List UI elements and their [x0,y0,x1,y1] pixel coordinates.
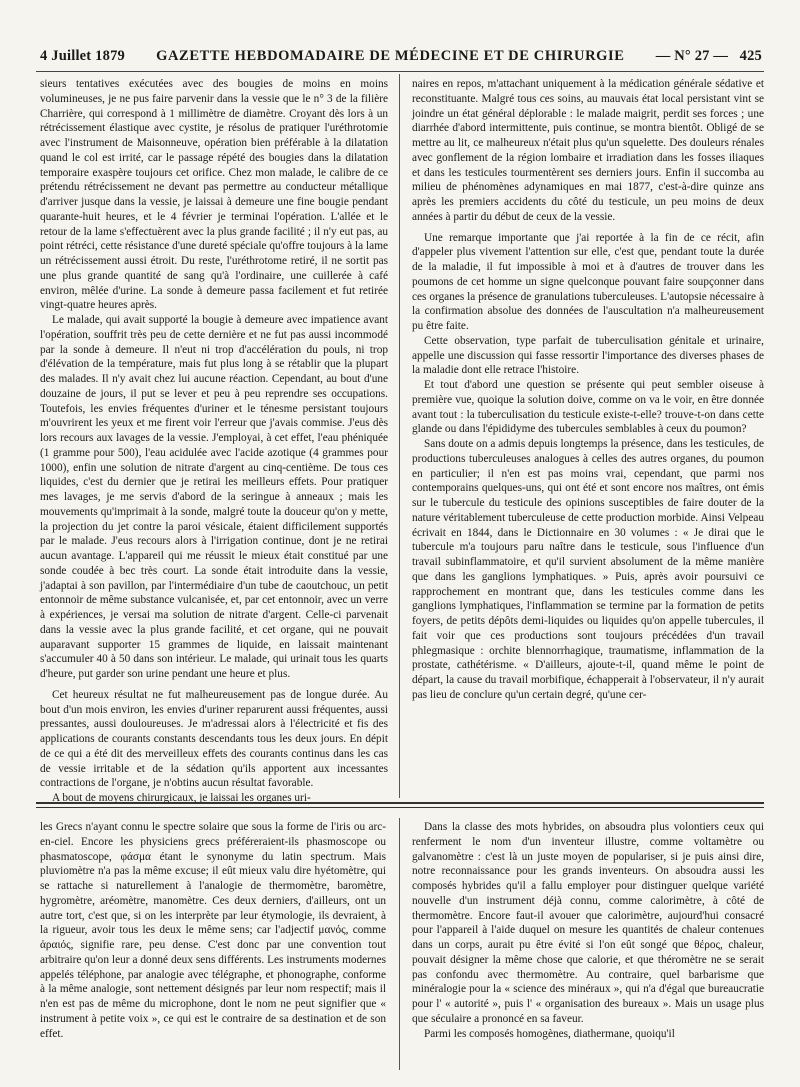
col4-paragraph-2: Parmi les composés homogènes, diathermane, quoiqu'il [424,1027,675,1040]
col2-paragraph-2: Une remarque importante que j'ai reportée à la fin de ce récit, afin d'appeler plus vivement l'attention sur elle, c'est que, pendant toute la durée de la maladie, il fut impossible à moi et à d'autres de trouver dans les poumons de cet homme un signe quelconque pouvant faire soupçonner dans ces organes la présence de granulations tuberculeuses. L'autopsie nécessaire à la confirmation absolue des données de l'auscultation n'a malheureusement pu être faite. [412,231,764,332]
issue-number: — N° 27 — [655,47,729,64]
column-divider [399,74,400,798]
col2-paragraph-4: Et tout d'abord une question se présente qui peut sembler oiseuse à première vue, quoique la solution doive, comme on va le voir, en être donnée avant tout : la tuberculisation du testicule existe-t-elle? trouve-t-on dans cette glande ou dans l'épididyme des tubercules semblables à ceux du poumon? [412,379,764,436]
col1-paragraph-2: Le malade, qui avait supporté la bougie à demeure avec impatience avant l'opération, souffrit très peu de cette dernière et ne fut pas aussi incommodé par la sonde à demeure. Il n'eut ni trop d'accélération du pouls, ni trop d'élévation de la température, mais fut plus long à se rétablir que la plupart des malades. Il n'y avait chez lui aucune réaction. Cependant, au bout d'une douzaine de jours, il put se lever et peu à peu reprendre ses occupations. Toutefois, les envies fréquentes d'uriner et le ténesme persistant toujours m'ouvrirent les yeux et me firent voir l'erreur que j'avais commise. J'eus dès lors recours aux lavages de la vessie. J'employai, à cet effet, l'eau phéniquée (1 gramme pour 500), l'eau acidulée avec l'acide azotique (4 grammes pour 1000), enfin une solution de nitrate d'argent au cinq-centième. De tous ces liquides, c'est du dernier que je retirai les meilleurs effets. Pour pratiquer mes lavages, je me servis d'abord de la seringue à anneaux ; mais les mouvements qu'imprimait à la sonde, malgré toute la douceur qu'on y mette, la projection du jet contre la paroi vésicale, étaient difficilement supportés par le malade. J'eus recours alors à l'irrigation continue, dont je ne retirai aucun avantage. L'appareil qui me réussit le mieux était constitué par une sonde coudée à bec très court. La sonde était introduite dans la vessie, j'adaptai à son pavillon, par l'intermédiaire d'un tube de caoutchouc, un petit entonnoir de même substance vulcanisée, et, par cet entonnoir, avec un verre à expériences, je versai ma solution de nitrate d'argent. Celle-ci parvenait dans la vessie avec la plus grande facilité, et cet organe, qui ne pouvait auparavant supporter 15 grammes de liquide, en laissait maintenant s'accumuler 40 à 50 dans son intérieur. Le malade, qui urinait tous les quarts d'heure, put garder son urine pendant une heure et plus. [40,314,388,680]
journal-title: GAZETTE HEBDOMADAIRE DE MÉDECINE ET DE CHIRURGIE [156,47,625,64]
page-number: 425 [739,47,762,64]
col2-paragraph-1: naires en repos, m'attachant uniquement à la médication générale sédative et reconstituante. Malgré tous ces soins, au mauvais état local persistant vint se joindre un état général déplorable : le malade maigrit, perdit ses forces ; une diarrhée d'abord intermittente, puis continue, se montra bientôt. Obligé de se mettre au lit, ce malheureux n'était plus qu'un squelette. Des douleurs rénales avec gonflement de la région lombaire et irradiation dans les fosses iliaques et dans les testicules tourmentèrent ses derniers jours. Enfin il succomba au milieu de phénomènes adynamiques en mai 1877, c'est-à-dire quinze ans après les premiers accidents du côté du testicule, un peu moins de deux années à partir du début de ceux de la vessie. [412,78,764,223]
feuilleton-column-1 [40,820,386,1041]
header-date: 4 Juillet 1879 [40,47,125,64]
col2-paragraph-3: Cette observation, type parfait de tuberculisation génitale et urinaire, appelle une discussion qui fasse ressortir l'importance des diverses phases de la maladie dont elle retrace l'histoire. [412,334,764,377]
header-rule [36,71,764,72]
column-2 [412,77,764,703]
col1-paragraph-4: A bout de moyens chirurgicaux, je laissai les organes uri- [52,792,311,804]
feuilleton-separator-thin [36,807,764,808]
col2-paragraph-5: Sans doute on a admis depuis longtemps la présence, dans les testicules, de productions tuberculeuses analogues à celles des autres organes, du poumon en particulier; il n'en est pas moins vrai, cependant, que parmi nos contemporains quelques-uns, qui ont été et sont encore nos maîtres, ont émis sur le tubercule du testicule des opinions susceptibles de faire douter de la nature véritablement tuberculeuse de cette production morbide. Ainsi Velpeau écrivait en 1844, dans le Dictionnaire en 30 volumes : « Je dirai que le tubercule m'a toujours paru naître dans le testicule, sous l'influence d'un travail subinflammatoire, et qu'il survient absolument de la même manière que dans les ganglions lymphatiques. » Puis, après avoir poursuivi ce rapprochement en montrant que, dans les testicules comme dans les ganglions lymphatiques, l'inflammation se termine par la formation de petits foyers, de petits dépôts demi-liquides ou liquides qu'on appelle tubercules, il fait voir que ces productions sont toujours précédées d'un travail phlegmasique : orchite blennorrhagique, traumatisme, inflammation de la prostate, cathétérisme. « D'ailleurs, ajoute-t-il, quand même le point de départ, la cause du travail morbifique, échapperait à l'observateur, il n'y aurait pas lieu de conclure qu'un certain degré, qu'une cer- [412,438,764,701]
feuilleton-divider [399,818,400,1070]
col1-paragraph-3: Cet heureux résultat ne fut malheureusement pas de longue durée. Au bout d'un mois environ, les envies d'uriner reparurent aussi fréquentes, aussi pressantes, aussi douloureuses. Je m'adressai alors à l'électricité et fis des applications de courants constants descendants tous les deux jours. En dépit de ce qui a été dit des merveilleux effets des courants continus dans les cas de vessie irritable et de la sédation qu'ils apportent aux incessantes contractions de l'organe, je n'obtins aucun résultat favorable. [40,688,388,790]
page-header [40,44,762,68]
col1-paragraph-1: sieurs tentatives exécutées avec des bougies de moins en moins volumineuses, je ne pus faire parvenir dans la vessie que le n° 3 de la filière Charrière, qui correspond à 1 millimètre de diamètre. Croyant dès lors à un rétrécissement élastique avec cystite, je résolus de pratiquer l'uréthrotomie avec l'instrument de Maisonneuve, opération bien préférable à la dilatation quand le col est irrité, car le passage répété des bougies dans la dilatation temporaire exaspère toujours cet orifice. Chez mon malade, le calibre de ce prétendu rétrécissement ne devant pas permettre au conducteur métallique d'arriver jusque dans la vessie, je laissai à demeure une fine bougie pendant quarante-huit heures, et le 4 février je terminai l'opération. L'allée et le retour de la lame s'effectuèrent avec la plus grande facilité ; il n'y eut pas, au point rétréci, cette résistance d'une dureté spéciale qu'offre toujours à la lame un rétrécissement aussi étroit. Du reste, l'uréthrotome retiré, il ne sortit pas une plus grande quantité de sang qu'à l'ordinaire, une cuillerée à café environ, mêlée d'urine. La sonde à demeure passa facilement et fut retirée vingt-quatre heures après. [40,78,388,312]
column-1 [40,77,388,806]
col4-paragraph-1: Dans la classe des mots hybrides, on absoudra plus volontiers ceux qui renferment le nom d'un inventeur illustre, comme voltamètre ou galvanomètre : c'est là un juste moyen de populariser, si je puis ainsi dire, notre reconnaissance pour les grands inventeurs. On absoudra aussi les composés hybrides qu'il a fallu employer pour distinguer quelque variété nouvelle d'un instrument déjà connu, comme calorimètre, à côté de thermomètre. Encore faut-il avouer que calorimètre, aujourd'hui consacré pour l'appareil à l'aide duquel on mesure les quantités de chaleur contenues dans un corps, aurait pu être évité si l'on eût songé que θέρος, chaleur, pouvait désigner la même chose que calorie, et que théromètre ne se serait pas confondu avec thermomètre. Au contraire, quel barbarisme que minéralogie pour la « science des minéraux », qui n'a d'égal que bureaucratie pour l' « autorité », puis l' « organisation des bureaux ». Mais un usage plus que séculaire a prononcé en sa faveur. [412,821,764,1025]
header-issue-page [656,48,762,65]
feuilleton-column-2 [412,820,764,1041]
feuilleton-separator [36,802,764,804]
col3-paragraph-1: les Grecs n'ayant connu le spectre solaire que sous la forme de l'iris ou arc-en-ciel. Encore les physiciens grecs préféreraient-ils phasmoscope ou phasmatoscope, φάσμα étant le synonyme du latin spectrum. Mais pluviomètre n'a pas la même excuse; il eût mieux valu dire hyétomètre, qui se rattache si naturellement à l'analogie de thermomètre, baromètre, hygromètre, aréomètre, manomètre. Ces deux derniers, d'ailleurs, ont un autre tort, c'est que, si on les interprète par leur étymologie, ils devraient, à la rigueur, avoir tous les deux le même sens; car l'adjectif μανός, comme ἀραιός, signifie rare, peu dense. C'est donc par une convention tout arbitraire qu'on leur a donné deux sens différents. Les instruments modernes appelés téléphone, par analogie avec télégraphe, et phonographe, conforme à la même analogie, sont nettement désignés par leur nom respectif; mais il n'en est pas de même du microphone, dont le nom ne peut signifier que « instrument à petite voix », ce qui est le contraire de sa destination et de son effet. [40,821,386,1040]
